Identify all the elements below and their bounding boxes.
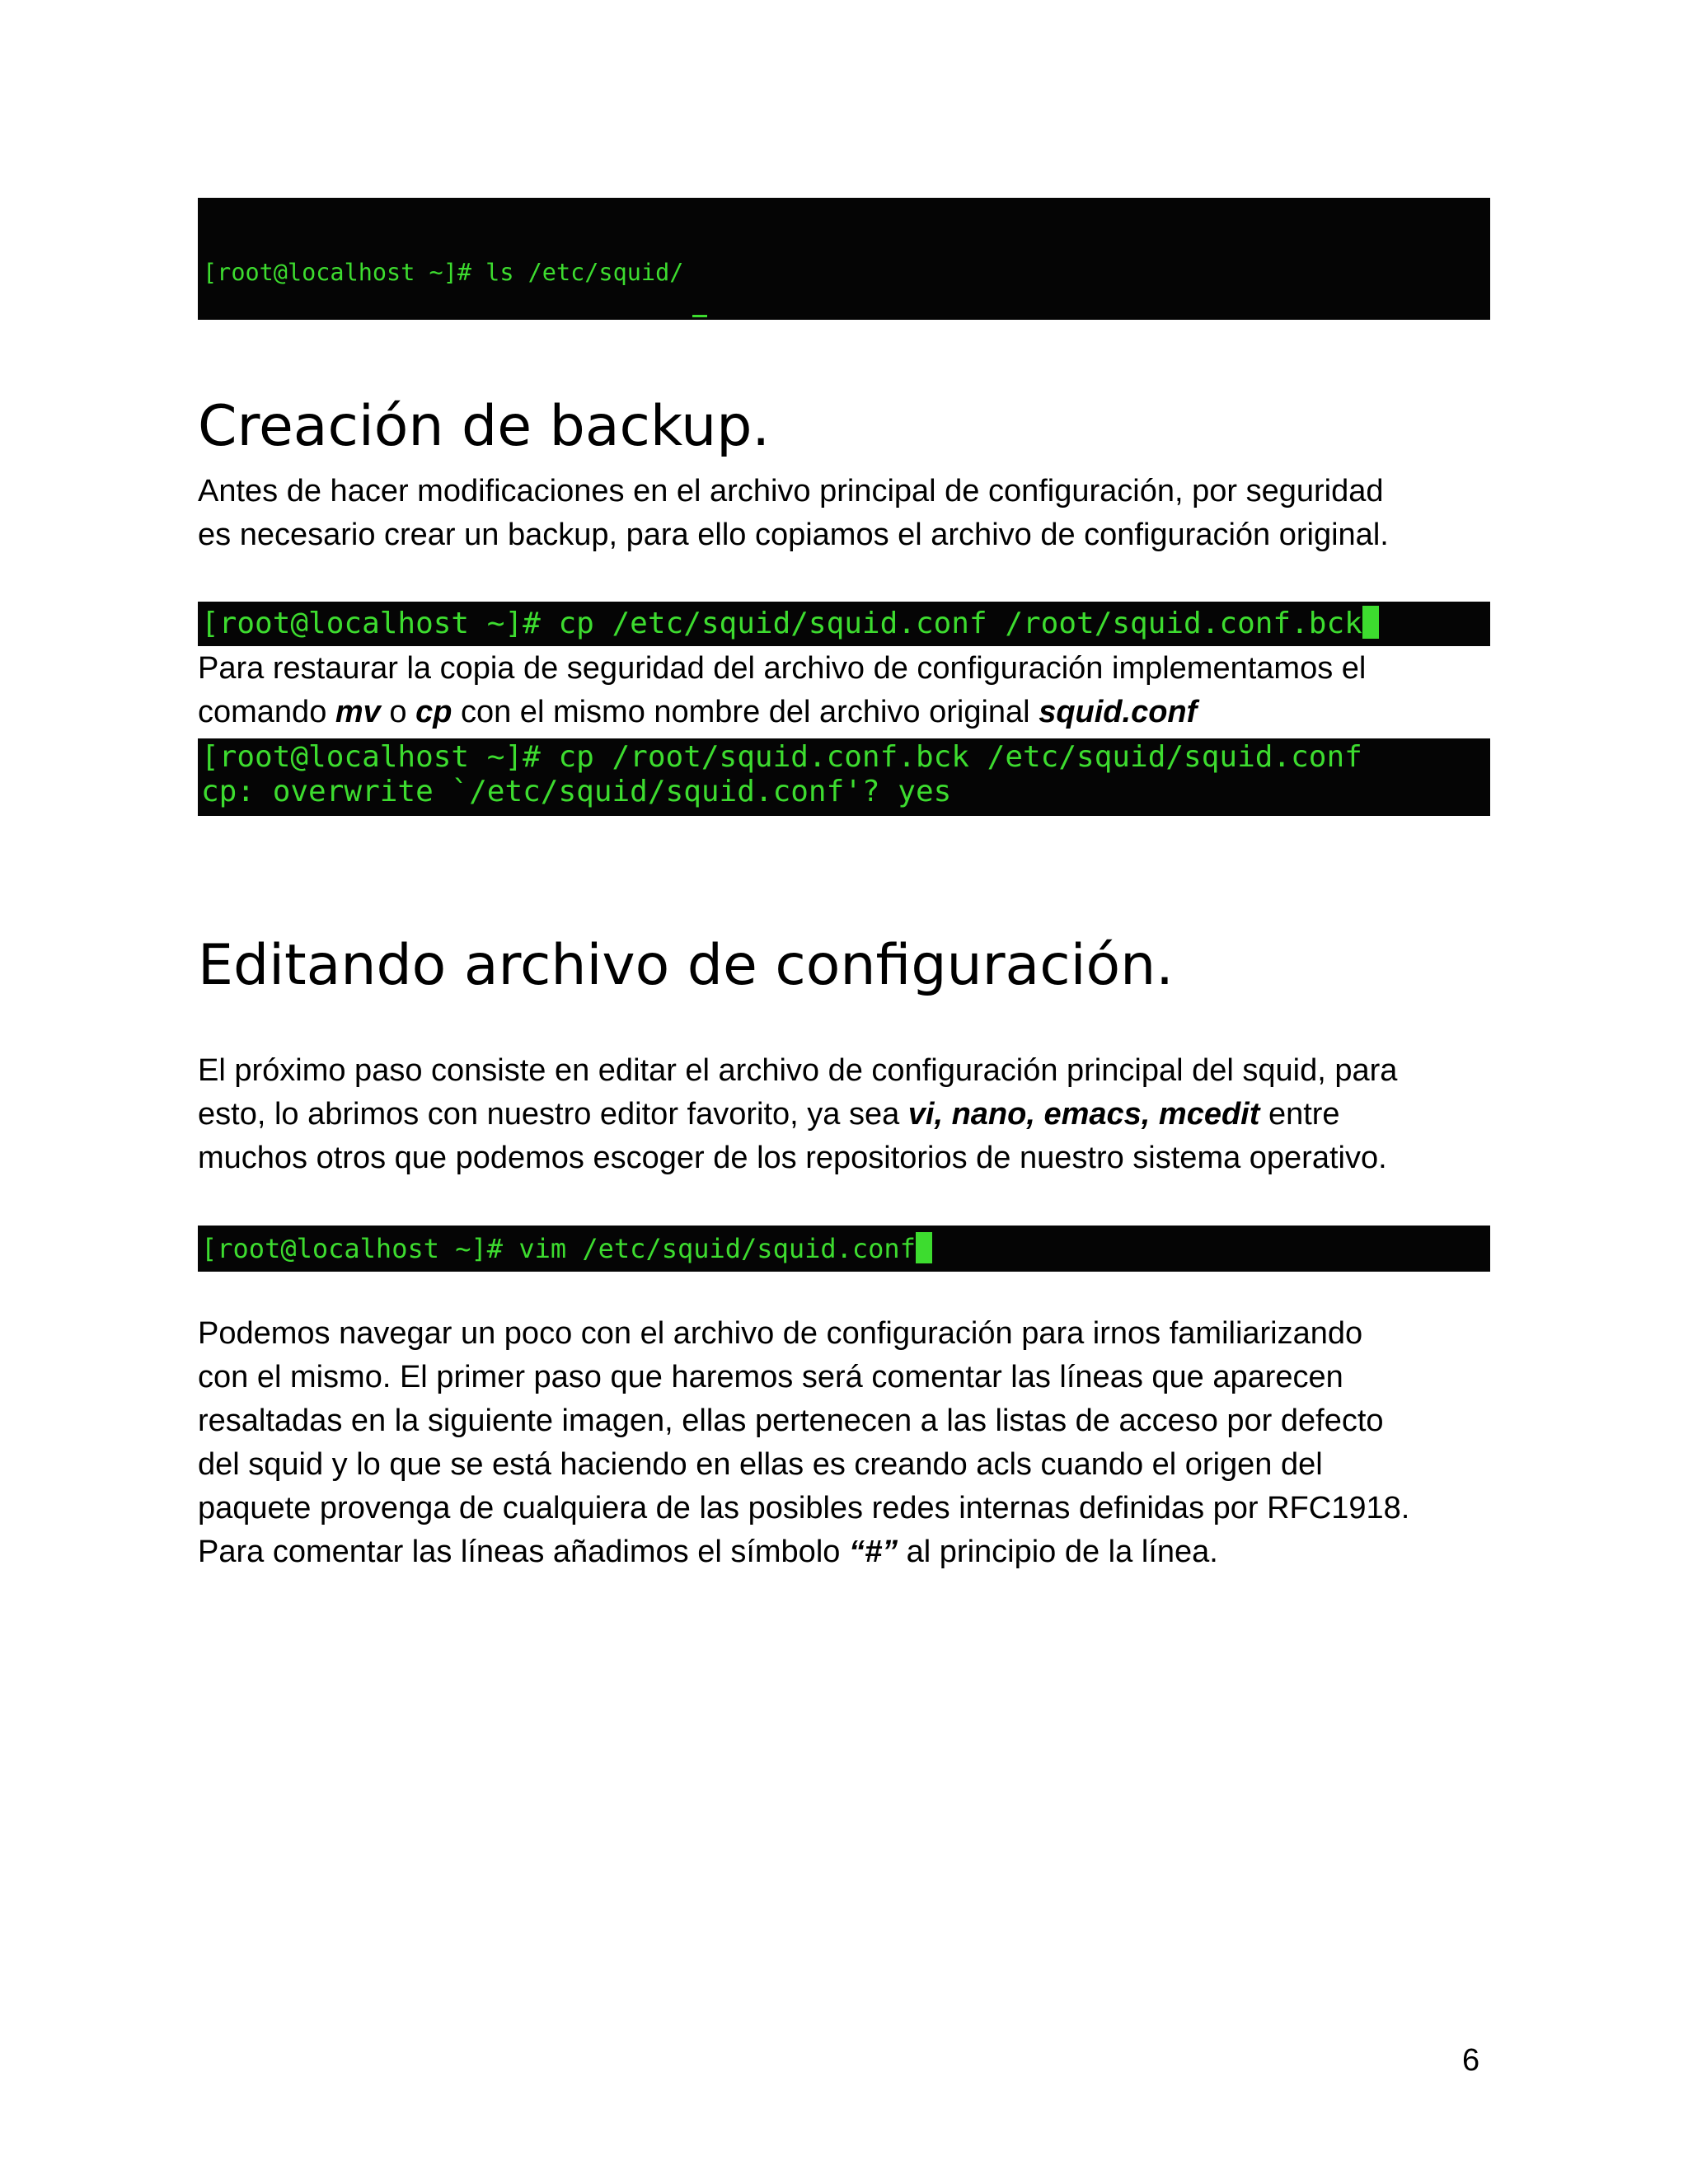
- filename-squid-conf: squid.conf: [1039, 695, 1198, 729]
- terminal-restore-screenshot: [198, 738, 1490, 816]
- text-run: entre: [1259, 1097, 1340, 1132]
- terminal-cursor: [916, 1232, 932, 1263]
- text-run: al principio de la línea.: [898, 1535, 1218, 1569]
- restore-paragraph: [198, 647, 1517, 734]
- page-number: 6: [1462, 2043, 1480, 2078]
- text-line: [198, 1093, 1517, 1137]
- editor-list: vi, nano, emacs, mcedit: [907, 1097, 1260, 1132]
- edit-intro-paragraph: [198, 1049, 1517, 1180]
- terminal-cursor: [692, 315, 707, 317]
- text-line: [198, 691, 1517, 734]
- command-mv: mv: [335, 695, 381, 729]
- terminal-line: [200, 259, 1490, 287]
- terminal-cp-screenshot: [198, 602, 1490, 646]
- section-heading-edit: Editando archivo de configuración.: [198, 933, 1174, 998]
- text-line: Podemos navegar un poco con el archivo de configuración para irnos familiarizando: [198, 1316, 1363, 1351]
- text-run: con el mismo nombre del archivo original: [452, 695, 1039, 729]
- text-line: es necesario crear un backup, para ello copiamos el archivo de configuración original.: [198, 518, 1389, 552]
- text-run: comando: [198, 695, 335, 729]
- section-heading-backup: Creación de backup.: [198, 394, 771, 459]
- text-run: o: [380, 695, 416, 729]
- text-line: del squid y lo que se está haciendo en ellas es creando acls cuando el origen del: [198, 1447, 1323, 1482]
- text-line: resaltadas en la siguiente imagen, ellas pertenecen a las listas de acceso por defecto: [198, 1404, 1384, 1438]
- text-line: con el mismo. El primer paso que haremos será comentar las líneas que aparecen: [198, 1360, 1343, 1394]
- text-run: Para comentar las líneas añadimos el símbolo: [198, 1535, 849, 1569]
- text-line: El próximo paso consiste en editar el archivo de configuración principal del squid, para: [198, 1053, 1398, 1088]
- comment-lines-paragraph: [198, 1312, 1517, 1574]
- command-cp: cp: [415, 695, 452, 729]
- terminal-command: [root@localhost ~]# vim /etc/squid/squid.conf: [201, 1233, 916, 1264]
- text-line: Antes de hacer modificaciones en el archivo principal de configuración, por seguridad: [198, 474, 1384, 509]
- terminal-ls-screenshot: [198, 198, 1490, 320]
- hash-symbol: “#”: [848, 1535, 898, 1569]
- terminal-cursor: [1362, 606, 1379, 639]
- text-line: paquete provenga de cualquiera de las posibles redes internas definidas por RFC1918.: [198, 1491, 1410, 1526]
- text-line: Para restaurar la copia de seguridad del archivo de configuración implementamos el: [198, 651, 1367, 686]
- terminal-line: cp: overwrite `/etc/squid/squid.conf'? yes: [201, 775, 952, 808]
- terminal-line: [root@localhost ~]# cp /root/squid.conf.bck /etc/squid/squid.conf: [201, 740, 1362, 774]
- terminal-vim-screenshot: [198, 1226, 1490, 1272]
- terminal-prompt: [root@localhost ~]# ls /etc/squid/: [203, 259, 684, 286]
- text-line: [198, 1530, 1517, 1574]
- text-line: muchos otros que podemos escoger de los repositorios de nuestro sistema operativo.: [198, 1141, 1387, 1175]
- text-run: esto, lo abrimos con nuestro editor favorito, ya sea: [198, 1097, 908, 1132]
- backup-intro-paragraph: [198, 470, 1517, 557]
- terminal-command: [root@localhost ~]# cp /etc/squid/squid.conf /root/squid.conf.bck: [201, 607, 1362, 640]
